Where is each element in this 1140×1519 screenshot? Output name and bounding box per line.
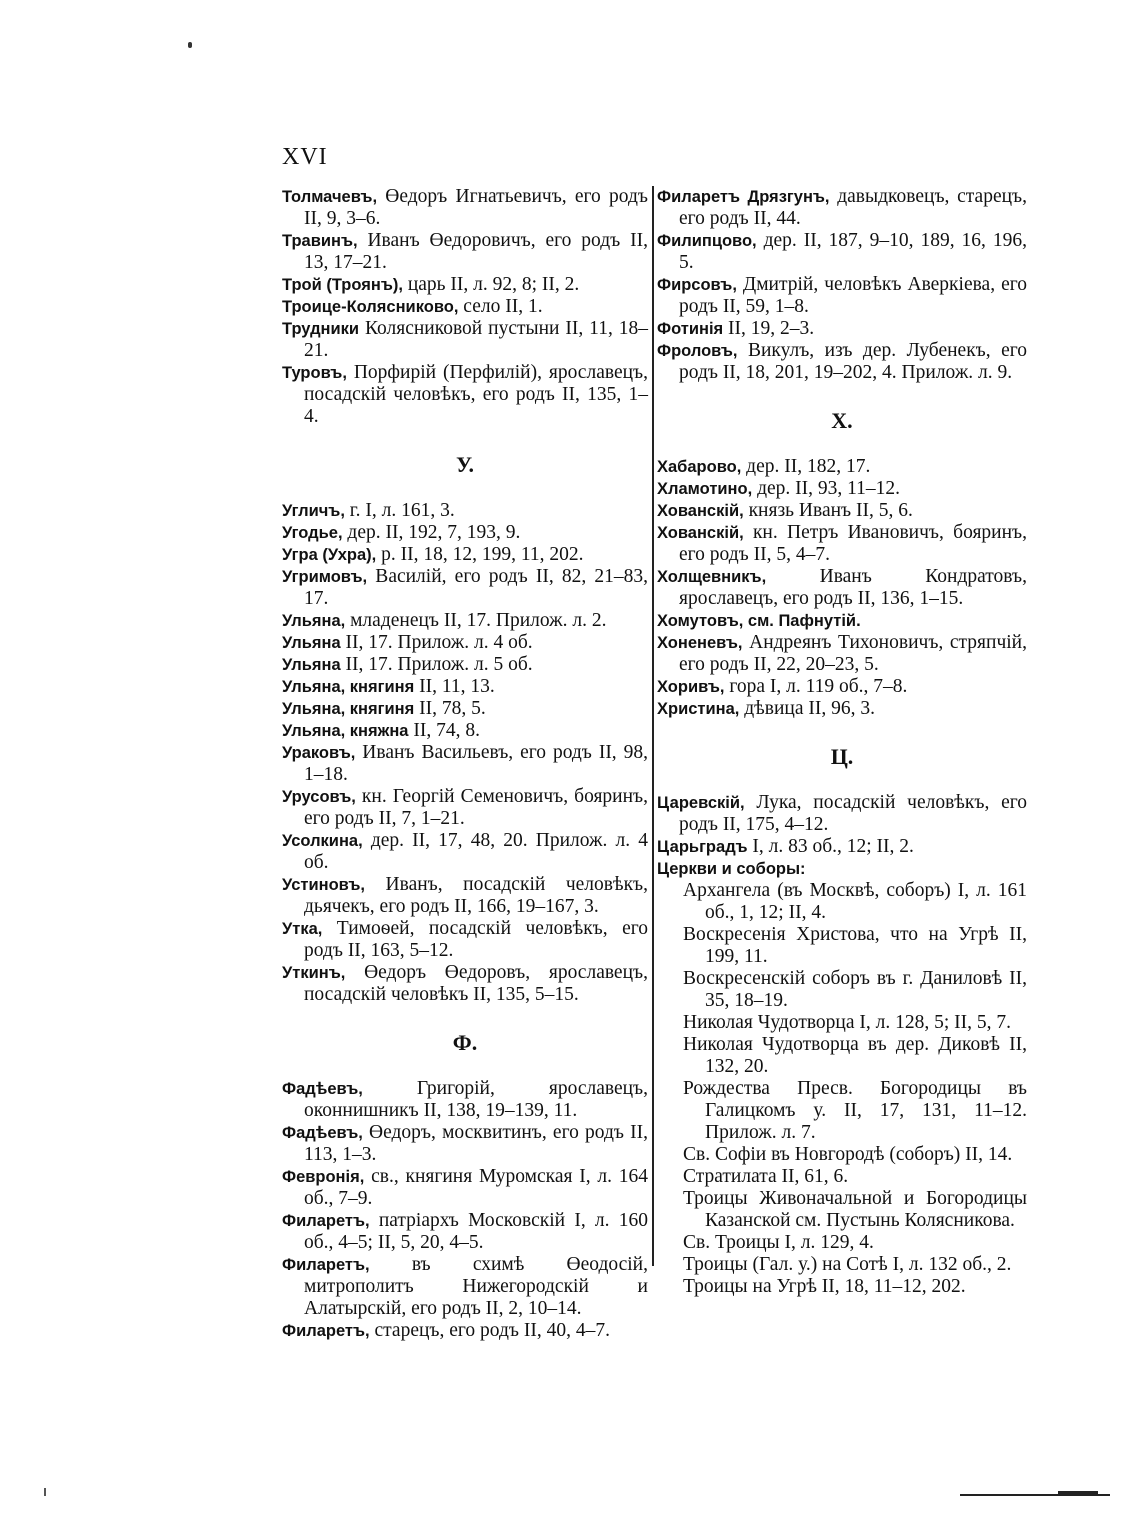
index-entry xyxy=(282,632,648,654)
column-divider xyxy=(652,186,654,1266)
index-entry xyxy=(282,1320,648,1342)
entry-headword: Ульяна, княжна xyxy=(282,722,409,740)
entry-text: Иванъ Кондратовъ, ярославецъ, его родъ II, 136, 1–15. xyxy=(679,566,1027,609)
entry-headword: Хоненевъ, xyxy=(657,634,743,652)
index-entry xyxy=(657,522,1027,566)
entry-text: I, л. 83 об., 12; II, 2. xyxy=(747,836,914,857)
index-entry xyxy=(657,340,1027,384)
index-entry xyxy=(282,522,648,544)
index-subentry xyxy=(657,1078,1027,1144)
entry-text: Лука, посадскій человѣкъ, его родъ II, 175, 4–12. xyxy=(679,792,1027,835)
left-column xyxy=(282,186,648,1342)
index-subentry xyxy=(657,1188,1027,1232)
entry-headword: Угодье, xyxy=(282,524,343,542)
index-entry xyxy=(657,318,1027,340)
entry-text: кн. Георгій Семеновичъ, бояринъ, его родъ II, 7, 1–21. xyxy=(304,786,648,829)
entry-headword: Хабарово, xyxy=(657,458,742,476)
entry-text: Колясниковой пустыни II, 11, 18–21. xyxy=(304,318,648,361)
entry-text: II, 11, 13. xyxy=(414,676,495,697)
entry-text: князь Иванъ II, 5, 6. xyxy=(743,500,913,521)
index-subentry xyxy=(657,1166,1027,1188)
ink-speck xyxy=(44,1488,46,1496)
index-entry xyxy=(657,186,1027,230)
index-entry xyxy=(657,792,1027,836)
entry-headword: Фроловъ, xyxy=(657,342,738,360)
subentry-text: Воскресенія Христова, что на Угрѣ II, 199, 11. xyxy=(683,924,1027,967)
entry-headword: Хованскій, xyxy=(657,502,744,520)
entry-headword: Филаретъ Дрязгунъ, xyxy=(657,188,830,206)
entry-headword: Церкви и соборы: xyxy=(657,860,806,878)
entry-text: II, 74, 8. xyxy=(408,720,480,741)
entry-text: дер. II, 187, 9–10, 189, 16, 196, 5. xyxy=(679,230,1027,273)
index-entry xyxy=(657,632,1027,676)
subentry-text: Троицы (Гал. у.) на Сотѣ I, л. 132 об., 2. xyxy=(683,1254,1012,1275)
entry-text: II, 17. Прилож. л. 5 об. xyxy=(340,654,533,675)
index-subentry xyxy=(657,880,1027,924)
entry-text: Василій, его родъ II, 82, 21–83, 17. xyxy=(304,566,648,609)
entry-text: дер. II, 17, 48, 20. Прилож. л. 4 об. xyxy=(304,830,648,873)
entry-text: Тимоѳей, посадскій человѣкъ, его родъ II, 163, 5–12. xyxy=(304,918,648,961)
entry-headword: Угра (Ухра), xyxy=(282,546,377,564)
index-entry xyxy=(282,362,648,428)
index-entry xyxy=(282,500,648,522)
index-entry xyxy=(282,874,648,918)
index-entry xyxy=(282,830,648,874)
subentry-text: Троицы Живоначальной и Богородицы Казанской см. Пустынь Колясникова. xyxy=(683,1188,1027,1231)
index-subentry xyxy=(657,1254,1027,1276)
index-entry xyxy=(657,230,1027,274)
entry-text: младенецъ II, 17. Прилож. л. 2. xyxy=(345,610,607,631)
index-entry xyxy=(282,230,648,274)
section-letter: Ц. xyxy=(830,744,854,769)
entry-headword: Христина, xyxy=(657,700,740,718)
entry-text: Порфирій (Перфилій), ярославецъ, посадскій человѣкъ, его родъ II, 135, 1–4. xyxy=(304,362,648,427)
index-entry xyxy=(657,478,1027,500)
entry-headword: Толмачевъ, xyxy=(282,188,378,206)
entry-headword: Филаретъ, xyxy=(282,1256,370,1274)
index-entry xyxy=(282,610,648,632)
index-entry xyxy=(282,296,648,318)
entry-text: въ схимѣ Өеодосій, митрополитъ Нижегородскій и Алатырскій, его родъ II, 2, 10–14. xyxy=(304,1254,648,1319)
index-entry xyxy=(282,962,648,1006)
entry-headword: Усолкина, xyxy=(282,832,363,850)
subentry-text: Николая Чудотворца въ дер. Диковѣ II, 132, 20. xyxy=(683,1034,1027,1077)
entry-text: II, 78, 5. xyxy=(414,698,486,719)
entry-headword: Ульяна, княгиня xyxy=(282,700,415,718)
entry-text: Викулъ, изъ дер. Лубенекъ, его родъ II, 18, 201, 19–202, 4. Прилож. л. 9. xyxy=(679,340,1027,383)
entry-text: г. I, л. 161, 3. xyxy=(344,500,455,521)
entry-headword: Хламотино, xyxy=(657,480,753,498)
subentry-text: Николая Чудотворца I, л. 128, 5; II, 5, 7. xyxy=(683,1012,1012,1033)
entry-headword: Ураковъ, xyxy=(282,744,356,762)
entry-text: патріархъ Московскій I, л. 160 об., 4–5; II, 5, 20, 4–5. xyxy=(304,1210,648,1253)
index-subentry xyxy=(657,1012,1027,1034)
index-entry xyxy=(282,566,648,610)
ink-speck xyxy=(188,42,192,48)
index-entry xyxy=(657,566,1027,610)
entry-text: старецъ, его родъ II, 40, 4–7. xyxy=(369,1320,610,1341)
entry-text: Иванъ Өедоровичъ, его родъ II, 13, 17–21. xyxy=(304,230,648,273)
index-entry xyxy=(282,544,648,566)
index-entry xyxy=(282,1210,648,1254)
index-entry xyxy=(282,1166,648,1210)
entry-text: давыдковецъ, старецъ, его родъ II, 44. xyxy=(679,186,1027,229)
section-letter: Х. xyxy=(831,408,853,433)
entry-headword: Филаретъ, xyxy=(282,1322,370,1340)
entry-text: II, 17. Прилож. л. 4 об. xyxy=(340,632,533,653)
entry-headword: Троице-Колясниково, xyxy=(282,298,459,316)
entry-headword: Филипцово, xyxy=(657,232,757,250)
subentry-text: Рождества Пресв. Богородицы въ Галицкомъ у. II, 17, 131, 11–12. Прилож. л. 7. xyxy=(683,1078,1027,1143)
section-letter: Ф. xyxy=(452,1030,478,1055)
index-entry xyxy=(282,786,648,830)
index-entry xyxy=(657,676,1027,698)
index-entry xyxy=(282,1254,648,1320)
entry-text: св., княгиня Муромская I, л. 164 об., 7–9. xyxy=(304,1166,648,1209)
subentry-text: Стратилата II, 61, 6. xyxy=(683,1166,849,1187)
entry-text: кн. Петръ Ивановичъ, бояринъ, его родъ II, 5, 4–7. xyxy=(679,522,1027,565)
index-subentry xyxy=(657,1232,1027,1254)
entry-text: р. II, 18, 12, 199, 11, 202. xyxy=(376,544,584,565)
index-subentry xyxy=(657,968,1027,1012)
entry-headword: Уткинъ, xyxy=(282,964,346,982)
entry-headword: Утка, xyxy=(282,920,323,938)
entry-headword: Фадѣевъ, xyxy=(282,1080,363,1098)
corner-rule-accent xyxy=(1058,1491,1098,1494)
entry-text: II, 19, 2–3. xyxy=(723,318,815,339)
corner-rule xyxy=(960,1494,1110,1496)
entry-headword: Угримовъ, xyxy=(282,568,368,586)
entry-text: Григорій, ярославецъ, оконнишникъ II, 138, 19–139, 11. xyxy=(304,1078,648,1121)
index-entry xyxy=(282,318,648,362)
index-entry xyxy=(282,742,648,786)
subentry-text: Св. Софіи въ Новгородѣ (соборъ) II, 14. xyxy=(683,1144,1013,1165)
index-entry xyxy=(282,274,648,296)
entry-text: гора I, л. 119 об., 7–8. xyxy=(724,676,908,697)
entry-headword: Угличъ, xyxy=(282,502,345,520)
entry-headword: Ульяна, княгиня xyxy=(282,678,415,696)
entry-headword: Хованскій, xyxy=(657,524,744,542)
entry-headword: Февронія, xyxy=(282,1168,365,1186)
index-entry xyxy=(657,858,1027,880)
entry-headword: Хоривъ, xyxy=(657,678,725,696)
index-subentry xyxy=(657,1034,1027,1078)
index-subentry xyxy=(657,1144,1027,1166)
index-entry xyxy=(282,676,648,698)
entry-text: Өедоръ Өедоровъ, ярославецъ, посадскій человѣкъ II, 135, 5–15. xyxy=(304,962,648,1005)
entry-text: дѣвица II, 96, 3. xyxy=(739,698,875,719)
index-entry xyxy=(657,500,1027,522)
entry-text: Андреянъ Тихоновичъ, стряпчій, его родъ II, 22, 20–23, 5. xyxy=(679,632,1027,675)
index-entry xyxy=(657,698,1027,720)
entry-text: дер. II, 182, 17. xyxy=(741,456,871,477)
entry-text: дер. II, 93, 11–12. xyxy=(752,478,901,499)
entry-headword: Холщевникъ, xyxy=(657,568,767,586)
index-entry xyxy=(282,720,648,742)
index-entry xyxy=(282,918,648,962)
entry-text: царь II, л. 92, 8; II, 2. xyxy=(402,274,580,295)
entry-headword: Устиновъ, xyxy=(282,876,366,894)
entry-headword: Ульяна xyxy=(282,656,341,674)
entry-headword: Царевскій, xyxy=(657,794,745,812)
entry-headword: Фотинія xyxy=(657,320,724,338)
index-entry xyxy=(657,274,1027,318)
entry-headword: Фадѣевъ, xyxy=(282,1124,363,1142)
entry-headword: Урусовъ, xyxy=(282,788,356,806)
entry-headword: Филаретъ, xyxy=(282,1212,370,1230)
entry-headword: Фирсовъ, xyxy=(657,276,737,294)
entry-headword: Хомутовъ, см. Пафнутій. xyxy=(657,612,861,630)
entry-headword: Туровъ, xyxy=(282,364,347,382)
entry-text: Дмитрій, человѣкъ Аверкіева, его родъ II, 59, 1–8. xyxy=(679,274,1027,317)
entry-text: дер. II, 192, 7, 193, 9. xyxy=(342,522,521,543)
entry-headword: Царьградъ xyxy=(657,838,748,856)
entry-headword: Ульяна, xyxy=(282,612,346,630)
index-entry xyxy=(657,456,1027,478)
index-entry xyxy=(282,1078,648,1122)
section-letter: У. xyxy=(455,452,475,477)
entry-headword: Трудники xyxy=(282,320,360,338)
right-column xyxy=(657,186,1027,1298)
entry-text: Иванъ, посадскій человѣкъ, дьячекъ, его родъ II, 166, 19–167, 3. xyxy=(304,874,648,917)
subentry-text: Воскресенскій соборъ въ г. Даниловѣ II, 35, 18–19. xyxy=(683,968,1027,1011)
entry-text: Өедоръ Игнатьевичъ, его родъ II, 9, 3–6. xyxy=(304,186,648,229)
entry-text: Иванъ Васильевъ, его родъ II, 98, 1–18. xyxy=(304,742,648,785)
index-entry xyxy=(282,1122,648,1166)
index-subentry xyxy=(657,924,1027,968)
entry-headword: Трой (Троянъ), xyxy=(282,276,403,294)
entry-text: Өедоръ, москвитинъ, его родъ II, 113, 1–3. xyxy=(304,1122,648,1165)
entry-text: село II, 1. xyxy=(458,296,543,317)
subentry-text: Архангела (въ Москвѣ, соборъ) I, л. 161 об., 1, 12; II, 4. xyxy=(683,880,1027,923)
entry-headword: Травинъ, xyxy=(282,232,358,250)
index-entry xyxy=(282,186,648,230)
index-subentry xyxy=(657,1276,1027,1298)
index-entry xyxy=(282,654,648,676)
index-entry xyxy=(657,836,1027,858)
subentry-text: Св. Троицы I, л. 129, 4. xyxy=(683,1232,874,1253)
index-entry xyxy=(282,698,648,720)
index-entry xyxy=(657,610,1027,632)
page-number: XVI xyxy=(282,144,328,170)
entry-headword: Ульяна xyxy=(282,634,341,652)
subentry-text: Троицы на Угрѣ II, 18, 11–12, 202. xyxy=(683,1276,966,1297)
